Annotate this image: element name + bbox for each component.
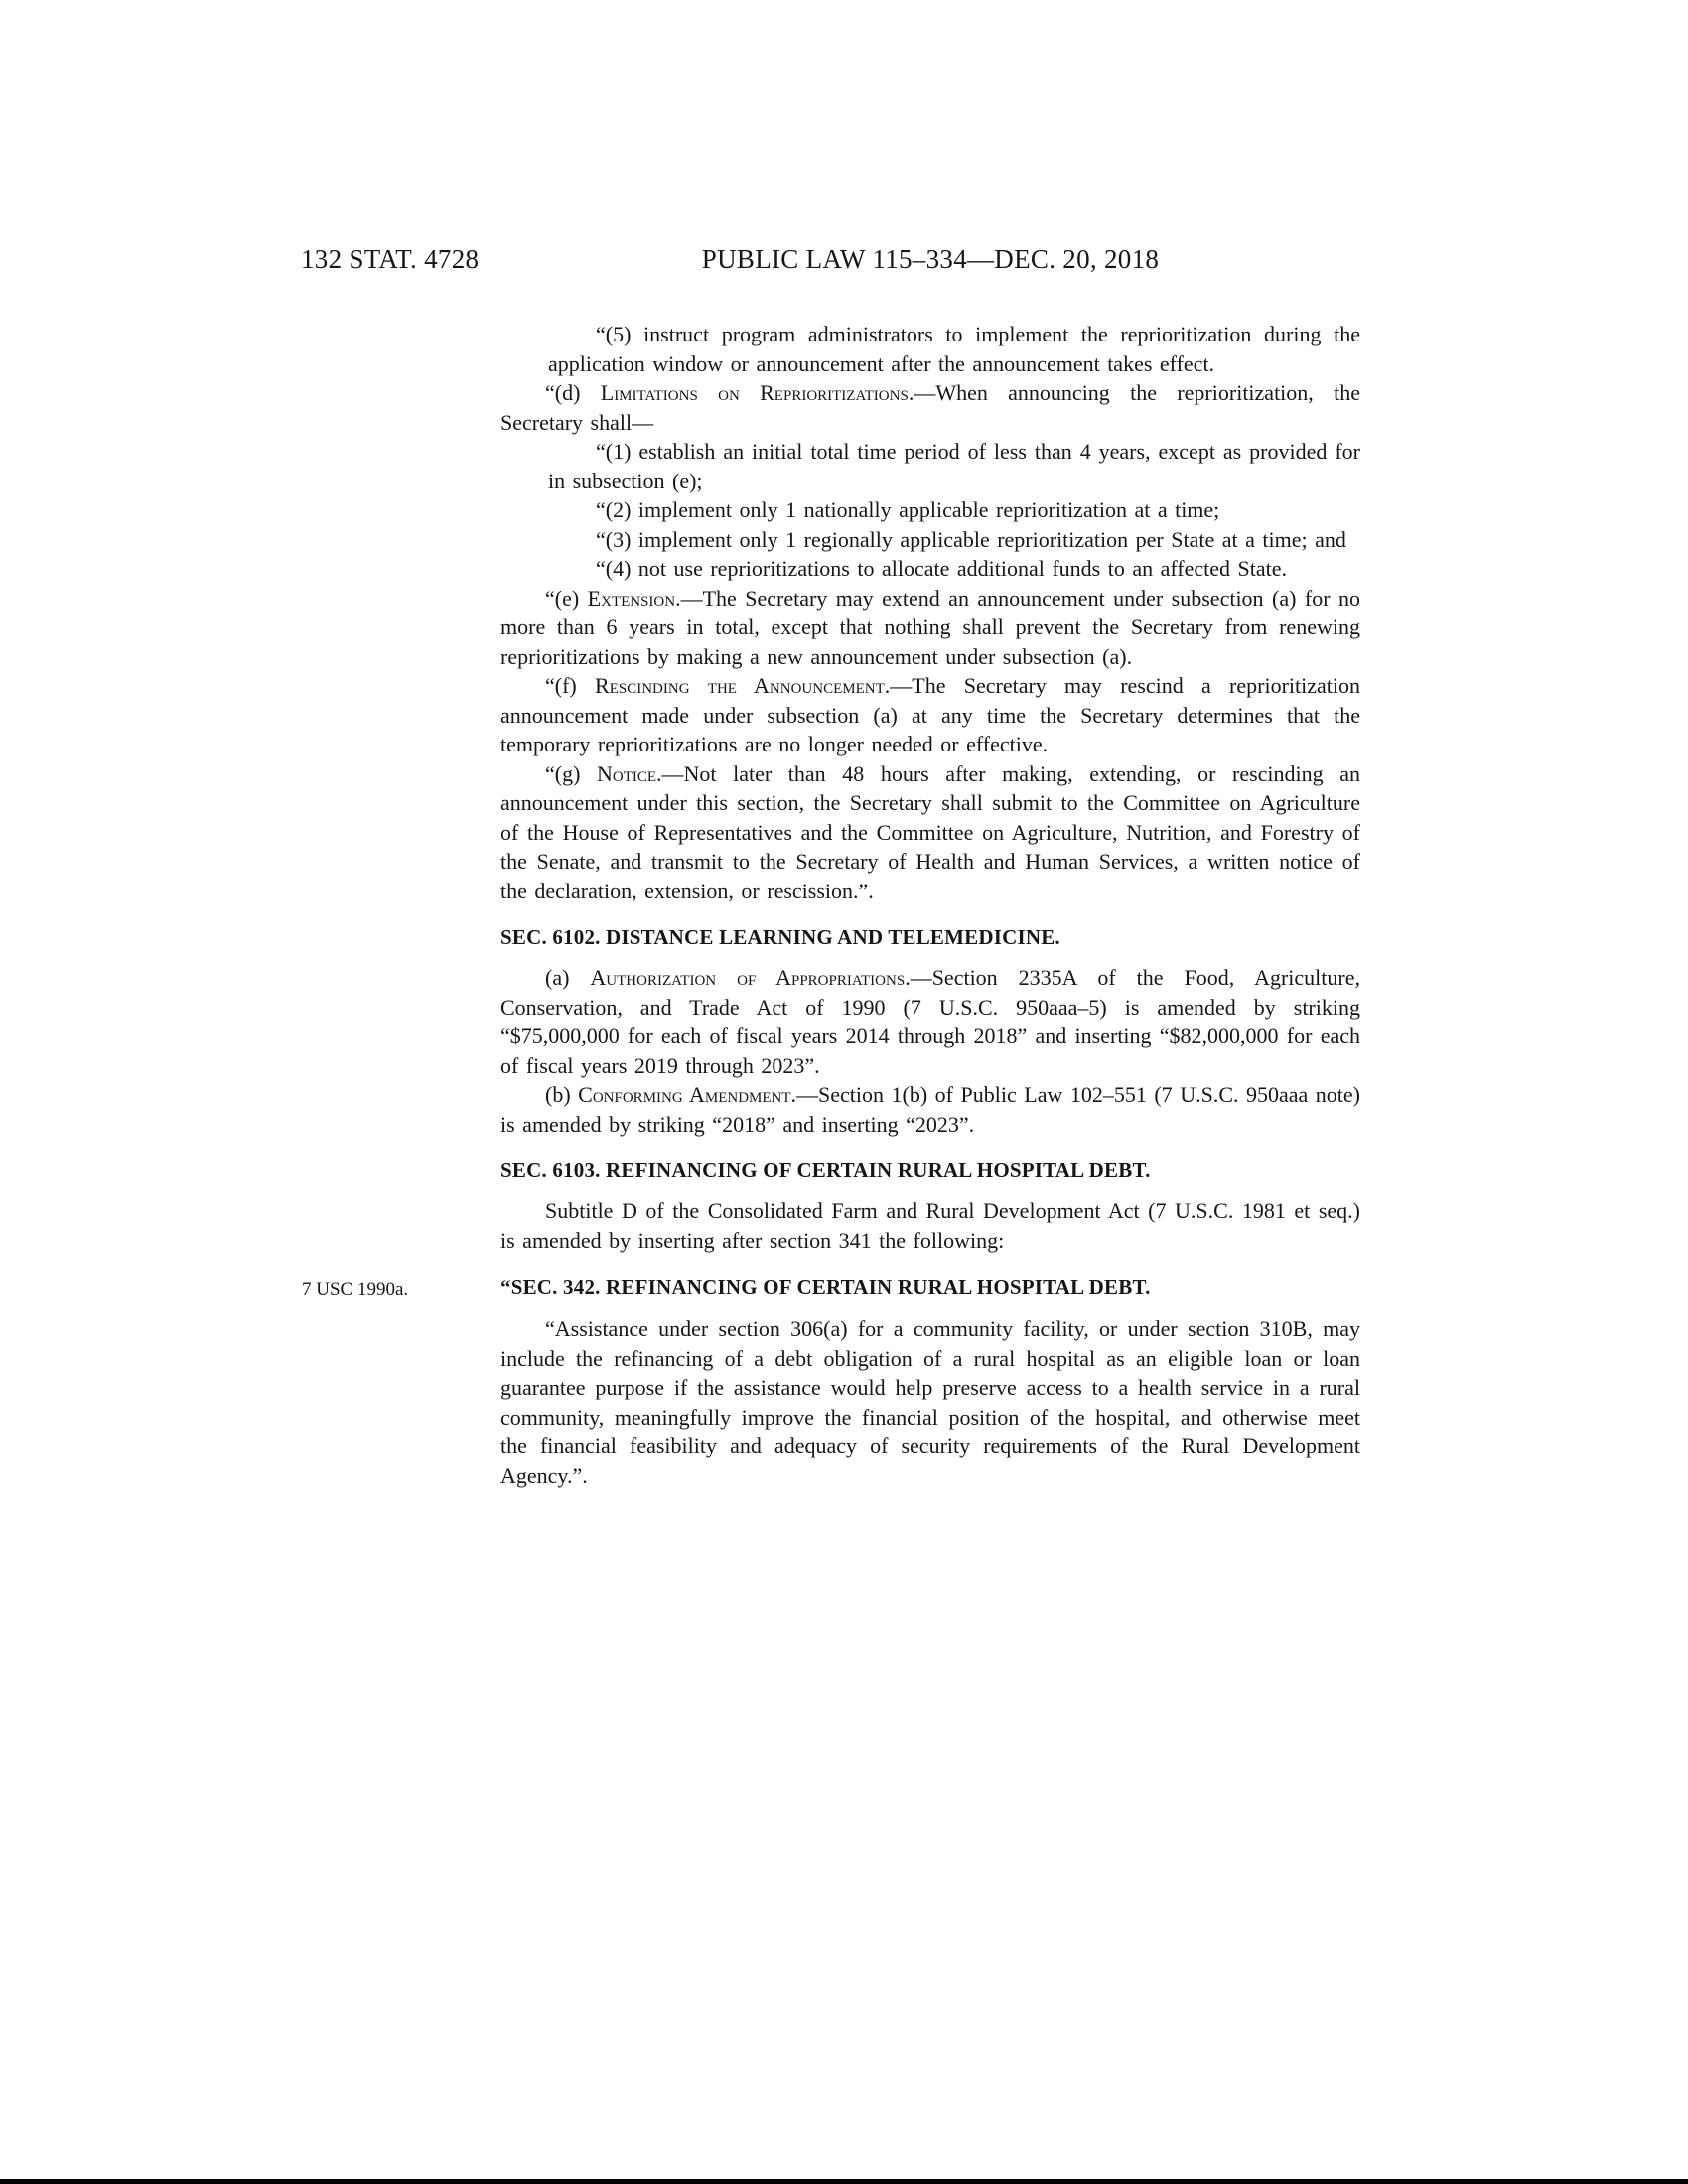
text-run: “(1) establish an initial total time period of less than 4 years, except as provided for in subsection (e); — [548, 439, 1360, 493]
text-run: .—The Secretary may extend an announcement under subsection (a) for no more than 6 years in total, except that nothing shall prevent the Secretary from renewing reprioritizations by making a new announcement under subsection (a). — [500, 585, 1360, 669]
law-title: PUBLIC LAW 115–334—DEC. 20, 2018 — [701, 244, 1160, 274]
small-caps-text: Extension — [587, 585, 676, 611]
text-run: “(f) — [545, 673, 596, 698]
paragraph — [548, 437, 1360, 495]
document-row — [302, 963, 1360, 1080]
document-row — [302, 554, 1360, 584]
document-row — [302, 1157, 1360, 1185]
document-body — [302, 320, 1360, 1490]
document-row — [302, 584, 1360, 672]
document-row — [302, 1080, 1360, 1139]
paragraph — [500, 378, 1360, 437]
text-run: “(e) — [545, 585, 588, 611]
paragraph — [500, 1314, 1360, 1490]
text-run: “SEC. 342. REFINANCING OF CERTAIN RURAL HOSPITAL DEBT. — [500, 1275, 1151, 1298]
document-row — [302, 495, 1360, 525]
text-run: “(d) — [545, 380, 601, 405]
text-run: .—Section 2335A of the Food, Agriculture, Conservation, and Trade Act of 1990 (7 U.S.C. 950aaa–5) is amended by striking “$75,000,000 for each of fiscal years 2014 through 2018” and inserting “$82,000,000 for each of fiscal years 2019 through 2023”. — [500, 965, 1360, 1078]
bottom-scan-edge — [0, 2179, 1688, 2184]
small-caps-text: Conforming Amendment — [578, 1082, 791, 1107]
text-run: (b) — [545, 1082, 579, 1107]
paragraph — [500, 1196, 1360, 1255]
section-heading — [500, 1273, 1360, 1301]
document-row — [302, 320, 1360, 378]
paragraph — [548, 525, 1360, 555]
paragraph — [548, 554, 1360, 584]
paragraph — [500, 584, 1360, 672]
small-caps-text: Notice — [597, 760, 657, 786]
paragraph — [500, 963, 1360, 1080]
document-row — [302, 923, 1360, 952]
text-run: .—Section 1(b) of Public Law 102–551 (7 U.S.C. 950aaa note) is amended by striking “2018” and inserting “2023”. — [500, 1082, 1360, 1137]
section-heading — [500, 1157, 1360, 1185]
paragraph — [500, 759, 1360, 906]
document-row — [302, 437, 1360, 495]
document-row — [302, 525, 1360, 555]
text-run: (a) — [545, 965, 591, 990]
small-caps-text: Authorization of Appropriations — [590, 965, 906, 990]
section-heading — [500, 923, 1360, 952]
document-row — [302, 378, 1360, 437]
text-run: SEC. 6103. REFINANCING OF CERTAIN RURAL HOSPITAL DEBT. — [500, 1159, 1151, 1182]
text-run: “Assistance under section 306(a) for a community facility, or under section 310B, may include the refinancing of a debt obligation of a rural hospital as an eligible loan or loan guarantee purpose if the assistance would help preserve access to a health service in a rural community, meaningfully improve the financial position of the hospital, and otherwise meet the financial feasibility and adequacy of security requirements of the Rural Development Agency.”. — [500, 1316, 1360, 1488]
text-run: “(4) not use reprioritizations to allocate additional funds to an affected State. — [596, 556, 1288, 581]
stat-number: 132 STAT. 4728 — [301, 244, 480, 274]
text-run: “(2) implement only 1 nationally applicable reprioritization at a time; — [596, 497, 1220, 522]
small-caps-text: Rescinding the Announcement — [595, 673, 885, 698]
text-run: “(3) implement only 1 regionally applicable reprioritization per State at a time; and — [596, 526, 1346, 552]
text-run: .—Not later than 48 hours after making, extending, or rescinding an announcement under this section, the Secretary shall submit to the Committee on Agriculture of the House of Representatives and the Committee on Agriculture, Nutrition, and Forestry of the Senate, and transmit to the Secretary of Health and Human Services, a written notice of the declaration, extension, or rescission.”. — [500, 760, 1360, 903]
document-row — [302, 1314, 1360, 1490]
text-run: .—When announcing the reprioritization, the Secretary shall— — [500, 380, 1360, 435]
document-row — [302, 759, 1360, 906]
text-run: Subtitle D of the Consolidated Farm and Rural Development Act (7 U.S.C. 1981 et seq.) is amended by inserting after section 341 the following: — [500, 1198, 1360, 1253]
document-row — [302, 1196, 1360, 1255]
paragraph — [548, 495, 1360, 525]
paragraph — [500, 671, 1360, 759]
text-run: “(g) — [545, 760, 597, 786]
small-caps-text: Limitations on Reprioritizations — [600, 380, 909, 405]
document-row — [302, 1273, 1360, 1303]
document-row — [302, 671, 1360, 759]
text-run: “(5) instruct program administrators to implement the reprioritization during the application window or announcement after the announcement takes effect. — [548, 322, 1360, 376]
paragraph — [500, 1080, 1360, 1139]
margin-note: 7 USC 1990a. — [302, 1279, 409, 1299]
text-run: SEC. 6102. DISTANCE LEARNING AND TELEMEDICINE. — [500, 925, 1060, 949]
paragraph — [548, 320, 1360, 378]
text-run: .—The Secretary may rescind a reprioritization announcement made under subsection (a) at any time the Secretary determines that the temporary reprioritizations are no longer needed or effective. — [500, 673, 1360, 756]
